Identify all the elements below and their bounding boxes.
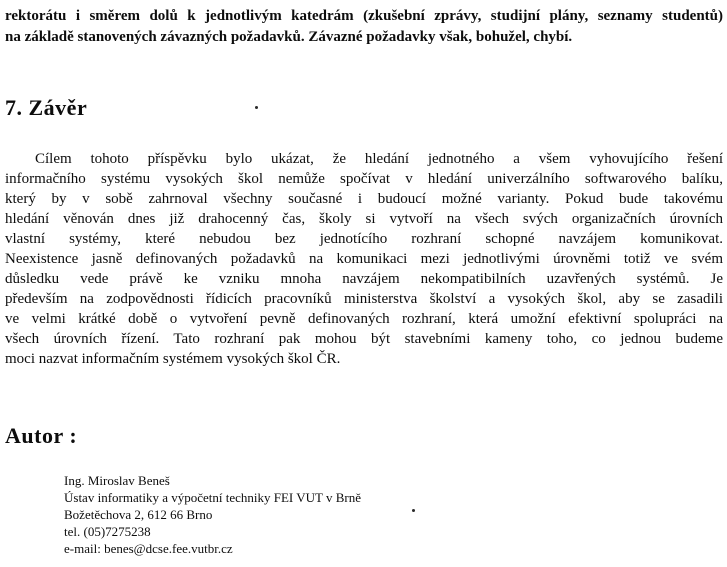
text-line: vlastní systémy, které nebudou bez jednotícího rozhraní schopné navzájem komunikovat. <box>5 231 723 247</box>
text-line: Ing. Miroslav Beneš <box>64 473 170 488</box>
text-line: důsledku vede právě ke vzniku mnoha navzájem nekompatibilních uzavřených systémů. Je <box>5 271 723 287</box>
scan-artifact-dot <box>255 106 258 109</box>
text-line: hledání věnován dnes již drahocenný čas, školy si vytvoří na všech svých organizačních úrovních <box>5 211 723 227</box>
intro-paragraph <box>5 6 723 48</box>
conclusion-section-heading: 7. Závěr <box>5 95 88 120</box>
text-line: e-mail: benes@dcse.fee.vutbr.cz <box>64 541 233 556</box>
text-line: který by v sobě zahrnoval všechny současné i budoucí možné varianty. Pokud bude takovému <box>5 191 723 207</box>
text-line: na základě stanovených závazných požadavků. Závazné požadavky však, bohužel, chybí. <box>5 29 573 45</box>
text-line: především na zodpovědnosti řídicích pracovníků ministerstva školství a vysokých škol, aby se zasadili <box>5 291 723 307</box>
conclusion-paragraph <box>5 149 723 369</box>
text-line: ve velmi krátké době o vytvoření pevně definovaných rozhraní, která umožní efektivní spolupráci na <box>5 311 723 327</box>
text-line: Neexistence jasně definovaných požadavků na komunikaci mezi jednotlivými úrovněmi totiž ve svém <box>5 251 723 267</box>
scan-artifact-dot <box>412 509 415 512</box>
text-line: tel. (05)7275238 <box>64 524 151 539</box>
text-line: Ústav informatiky a výpočetní techniky FEI VUT v Brně <box>64 490 362 505</box>
text-line: rektorátu i směrem dolů k jednotlivým katedrám (zkušební zprávy, studijní plány, seznamy studentů) <box>5 8 723 24</box>
text-line: všech úrovních řízení. Tato rozhraní pak mohou být stavebními kameny toho, co jednou budeme <box>5 331 723 347</box>
author-section-heading: Autor : <box>5 423 78 448</box>
text-line: Božetěchova 2, 612 66 Brno <box>64 507 213 522</box>
text-line: Cílem tohoto příspěvku bylo ukázat, že hledání jednotného a všem vyhovujícího řešení <box>35 151 723 167</box>
text-line: moci nazvat informačním systémem vysokých škol ČR. <box>5 351 341 367</box>
author-contact-block <box>64 472 484 557</box>
text-line: informačního systému vysokých škol nemůže spočívat v hledání univerzálního softwarového balíku, <box>5 171 723 187</box>
